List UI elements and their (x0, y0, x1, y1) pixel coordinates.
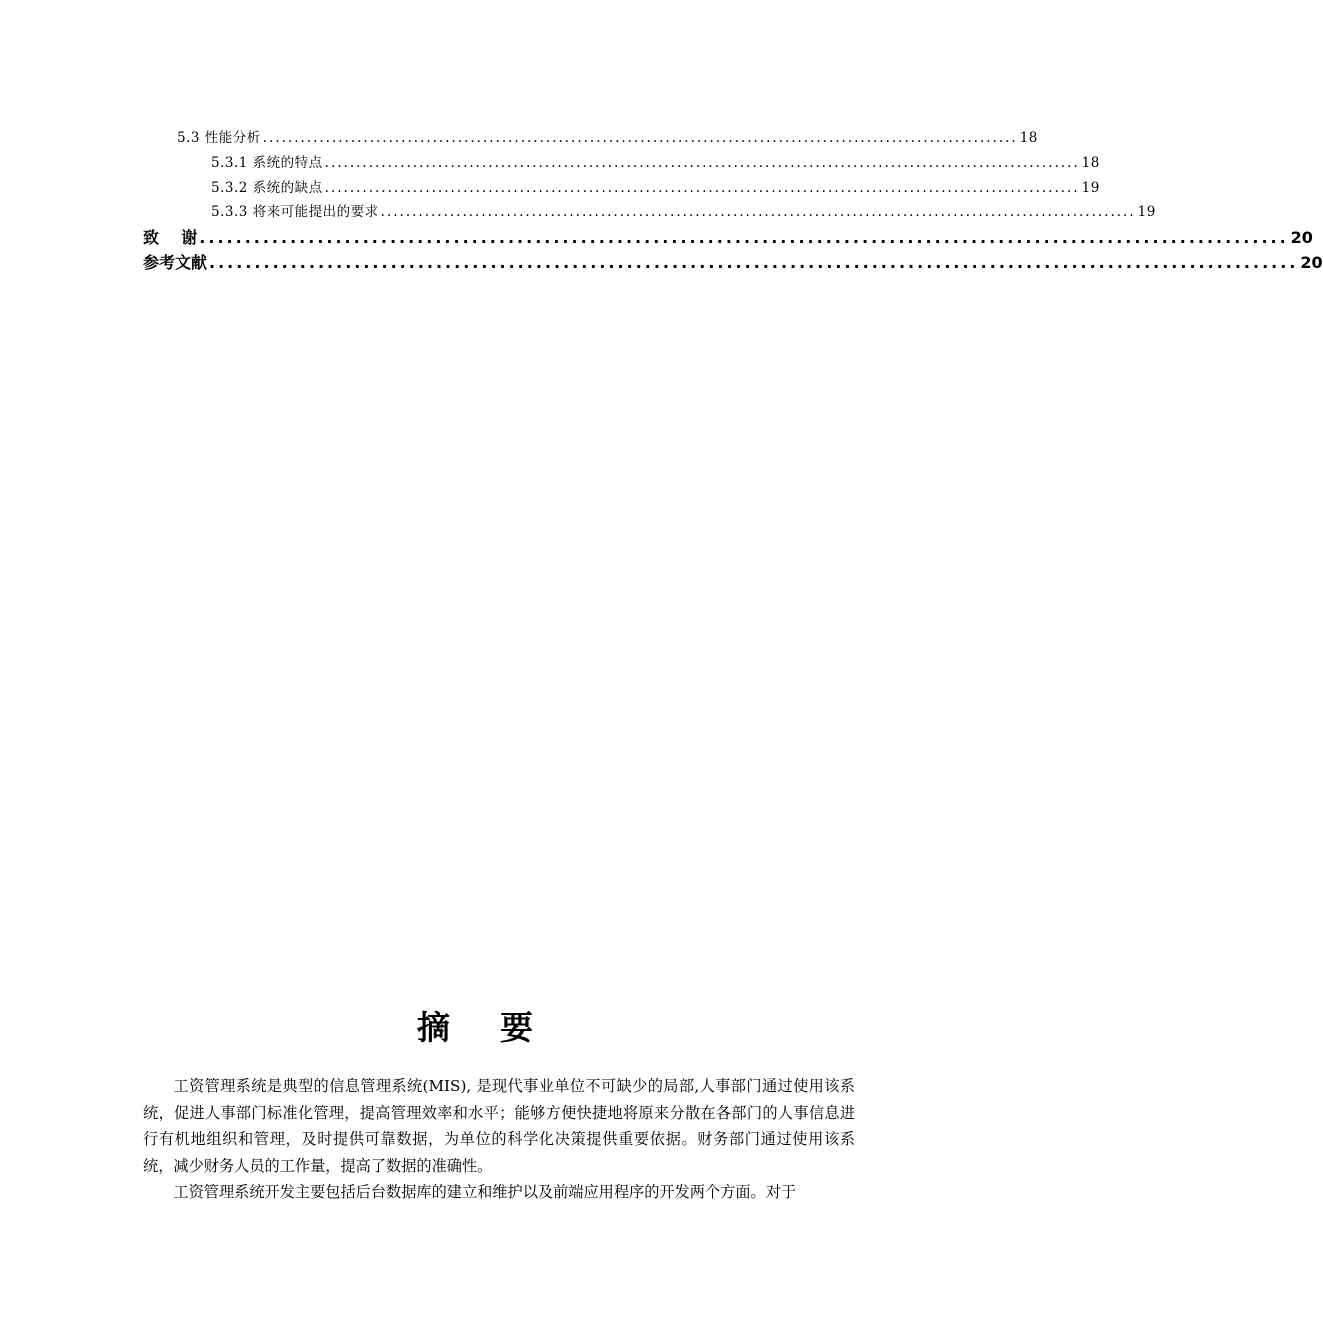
abstract-body (143, 1073, 855, 1206)
toc-entry-acknowledgements[interactable] (143, 225, 1313, 250)
toc-entry-title: 5.3.3 将来可能提出的要求 (211, 204, 379, 221)
table-of-contents (143, 126, 1323, 275)
toc-dot-leader: ........................................................................................................................ (209, 253, 1299, 273)
toc-entry-title: 致 谢 (143, 228, 198, 248)
toc-entry-title: 5.3.2 系统的缺点 (211, 179, 323, 196)
toc-entry-5-3-2[interactable] (143, 176, 1100, 201)
toc-page-number: 19 (1137, 204, 1156, 221)
toc-entry-5-3-3[interactable] (143, 200, 1156, 225)
abstract-heading: 摘要 (417, 1008, 583, 1047)
toc-dot-leader: ........................................................................................................................ (199, 228, 1289, 248)
toc-dot-leader: ........................................................................................................................ (324, 179, 1080, 196)
abstract-paragraph: 工资管理系统开发主要包括后台数据库的建立和维护以及前端应用程序的开发两个方面。对于 (173, 1183, 797, 1201)
toc-entry-5-3[interactable] (143, 126, 1038, 151)
abstract-paragraph: 工资管理系统是典型的信息管理系统(MIS), 是现代事业单位不可缺少的局部,人事部门通过使用该系统，促进人事部门标准化管理，提高管理效率和水平；能够方便快捷地将原来分散在各部门的人事信息进行有机地组织和管理，及时提供可靠数据，为单位的科学化决策提供重要依据。财务部门通过使用该系统，减少财务人员的工作量，提高了数据的准确性。 (143, 1077, 855, 1175)
toc-entry-title: 5.3.1 系统的特点 (211, 154, 323, 171)
toc-page-number: 18 (1081, 154, 1100, 171)
toc-entry-references[interactable] (143, 250, 1323, 275)
toc-entry-5-3-1[interactable] (143, 151, 1100, 176)
toc-dot-leader: ........................................................................................................................ (380, 204, 1136, 221)
toc-entry-title: 参考文献 (143, 253, 208, 273)
toc-entry-title: 5.3 性能分析 (177, 130, 261, 146)
toc-page-number: 19 (1081, 179, 1100, 196)
toc-page-number: 20 (1290, 228, 1313, 248)
toc-page-number: 18 (1019, 130, 1038, 146)
toc-dot-leader: ........................................................................................................................ (262, 130, 1018, 146)
toc-dot-leader: ........................................................................................................................ (324, 154, 1080, 171)
toc-page-number: 20 (1300, 253, 1323, 273)
